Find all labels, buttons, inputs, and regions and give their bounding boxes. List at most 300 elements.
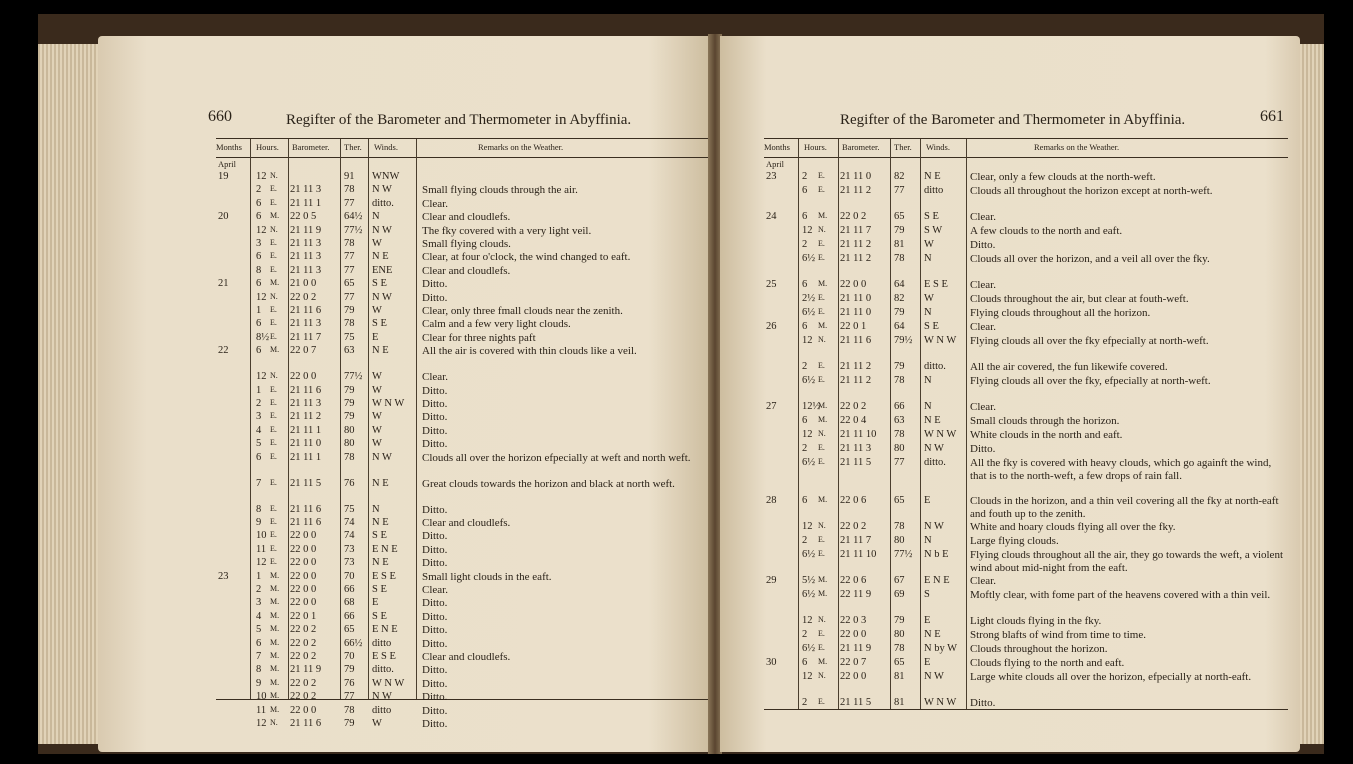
- barometer-cell: 21 11 3: [290, 238, 322, 249]
- table-row: [216, 385, 710, 398]
- wind-cell: N E: [372, 477, 389, 489]
- thermometer-cell: 80: [894, 629, 905, 640]
- thermometer-cell: 77: [344, 197, 355, 209]
- table-row: [216, 171, 710, 184]
- table-row: [764, 429, 1288, 443]
- meridian-cell: M.: [270, 597, 280, 607]
- barometer-cell: 21 11 3: [290, 398, 322, 409]
- thermometer-cell: 73: [344, 557, 355, 569]
- month-label: April: [766, 159, 784, 169]
- day-cell: 26: [766, 321, 777, 332]
- barometer-cell: 22 0 2: [290, 624, 317, 636]
- table-row: [764, 615, 1288, 629]
- remark-cell: Clouds throughout the horizon.: [970, 643, 1108, 655]
- meridian-cell: E.: [270, 197, 277, 207]
- remark-cell: The fky covered with a very light veil.: [422, 224, 592, 237]
- day-cell: 23: [766, 171, 777, 182]
- barometer-cell: 21 11 7: [840, 225, 872, 236]
- thermometer-cell: 65: [894, 495, 905, 506]
- meridian-cell: E.: [818, 443, 825, 452]
- barometer-cell: 22 0 0: [290, 557, 317, 569]
- hour-cell: 6: [802, 211, 808, 222]
- remark-cell: Ditto.: [422, 278, 448, 291]
- thermometer-cell: 78: [344, 238, 355, 249]
- wind-cell: W: [372, 718, 382, 729]
- meridian-cell: M.: [270, 570, 280, 580]
- remark-cell: Clear and cloudlefs.: [422, 211, 511, 224]
- day-cell: 29: [766, 575, 777, 586]
- hour-cell: 7: [256, 651, 262, 662]
- thermometer-cell: 77: [344, 264, 355, 276]
- barometer-cell: 21 11 2: [840, 185, 872, 196]
- wind-cell: E S E: [372, 570, 396, 582]
- hour-cell: 2: [256, 584, 262, 595]
- barometer-cell: 22 11 9: [840, 589, 872, 600]
- remark-cell: Ditto.: [970, 239, 996, 251]
- page-number: 660: [208, 108, 232, 125]
- wind-cell: N E: [372, 517, 389, 528]
- barometer-cell: 21 11 1: [290, 424, 322, 436]
- table-row: [216, 478, 710, 504]
- barometer-cell: 21 11 1: [290, 197, 322, 209]
- table-row: [216, 292, 710, 305]
- table-row: [764, 211, 1288, 225]
- barometer-cell: 22 0 0: [290, 584, 317, 595]
- remark-cell: Clear.: [422, 197, 448, 210]
- hour-cell: 6: [802, 495, 808, 506]
- day-cell: 22: [218, 345, 229, 357]
- hour-cell: 2: [256, 398, 262, 409]
- hour-cell: 6: [256, 251, 262, 263]
- table-row: [764, 657, 1288, 671]
- meridian-cell: N.: [818, 615, 826, 624]
- table-row: [764, 697, 1288, 711]
- thermometer-cell: 70: [344, 651, 355, 662]
- table-row: [216, 557, 710, 570]
- hour-cell: 6½: [802, 253, 816, 264]
- remark-cell: Ditto.: [422, 557, 448, 570]
- meridian-cell: N.: [270, 224, 278, 234]
- hour-cell: 2: [802, 535, 808, 546]
- meridian-cell: M.: [270, 664, 280, 674]
- table-row: [216, 318, 710, 331]
- hour-cell: 2: [802, 361, 808, 372]
- barometer-cell: 21 0 0: [290, 278, 317, 290]
- meridian-cell: N.: [270, 718, 278, 727]
- wind-cell: N: [372, 211, 380, 223]
- wind-cell: N: [924, 253, 932, 264]
- wind-cell: N: [924, 307, 932, 318]
- wind-cell: N E: [372, 251, 389, 263]
- barometer-cell: 22 0 1: [290, 610, 317, 622]
- hour-cell: 6: [256, 211, 262, 223]
- meridian-cell: N.: [270, 171, 278, 180]
- table-row: [764, 239, 1288, 253]
- thermometer-cell: 81: [894, 671, 905, 682]
- barometer-cell: 21 11 9: [840, 643, 872, 654]
- table-row: [216, 504, 710, 517]
- meridian-cell: N.: [270, 371, 278, 381]
- col-months: Months: [216, 142, 242, 152]
- month-label: April: [218, 159, 236, 169]
- wind-cell: N W: [372, 691, 392, 703]
- wind-cell: N: [372, 503, 380, 515]
- hour-cell: 6: [802, 657, 808, 668]
- wind-cell: N: [924, 401, 932, 412]
- remark-cell: Clear, at four o'clock, the wind changed to eaft.: [422, 251, 631, 264]
- wind-cell: N E: [924, 629, 941, 640]
- meridian-cell: E.: [270, 424, 277, 434]
- table-row: [216, 651, 710, 664]
- barometer-cell: 22 0 0: [290, 704, 317, 716]
- remark-cell: Large flying clouds.: [970, 535, 1059, 547]
- meridian-cell: M.: [270, 610, 280, 620]
- wind-cell: S W: [924, 225, 943, 236]
- wind-cell: W: [924, 293, 934, 304]
- hour-cell: 2: [802, 443, 808, 454]
- day-cell: 24: [766, 211, 777, 222]
- wind-cell: W: [372, 305, 382, 316]
- wind-cell: N W: [372, 184, 392, 196]
- thermometer-cell: 76: [344, 677, 355, 689]
- barometer-cell: 22 0 2: [290, 691, 317, 703]
- meridian-cell: M.: [818, 401, 828, 410]
- hour-cell: 1: [256, 384, 262, 396]
- thermometer-cell: 79: [344, 411, 355, 423]
- day-cell: 28: [766, 495, 777, 506]
- meridian-cell: N.: [818, 671, 826, 680]
- meridian-cell: E.: [270, 398, 277, 407]
- thermometer-cell: 65: [344, 624, 355, 636]
- thermometer-cell: 70: [344, 570, 355, 582]
- hour-cell: 6½: [802, 589, 816, 600]
- meridian-cell: M.: [270, 278, 280, 288]
- remark-cell: Moftly clear, with fome part of the heavens covered with a thin veil.: [970, 589, 1271, 601]
- remark-cell: Clear, only a few clouds at the north-weft.: [970, 171, 1156, 183]
- col-months: Months: [764, 142, 790, 152]
- table-row: [216, 571, 710, 584]
- meridian-cell: E.: [818, 239, 825, 248]
- thermometer-cell: 78: [344, 451, 355, 463]
- remark-cell: Clouds all over the horizon efpecially at weft and north weft.: [422, 451, 691, 464]
- barometer-cell: 21 11 6: [290, 305, 322, 316]
- barometer-cell: 22 0 2: [290, 637, 317, 649]
- remark-cell: Great clouds towards the horizon and black at north weft.: [422, 477, 675, 490]
- day-cell: 23: [218, 570, 229, 582]
- hour-cell: 2: [256, 184, 262, 196]
- hour-cell: 12½: [802, 401, 821, 412]
- day-cell: 25: [766, 279, 777, 290]
- wind-cell: N: [924, 535, 932, 546]
- meridian-cell: N.: [818, 521, 826, 530]
- wind-cell: S: [924, 589, 930, 600]
- thermometer-cell: 81: [894, 697, 905, 708]
- meridian-cell: M.: [270, 624, 280, 634]
- hour-cell: 11: [256, 704, 267, 716]
- hour-cell: 6½: [802, 457, 816, 468]
- barometer-cell: 22 0 2: [290, 291, 317, 303]
- hour-cell: 12: [256, 224, 267, 236]
- thermometer-cell: 78: [344, 704, 355, 716]
- wind-cell: ditto: [924, 185, 944, 196]
- page-edges-left: [38, 44, 100, 744]
- hour-cell: 4: [256, 424, 262, 436]
- hour-cell: 3: [256, 238, 262, 249]
- meridian-cell: E.: [818, 629, 825, 638]
- wind-cell: ditto.: [372, 664, 394, 676]
- col-winds: Winds.: [926, 142, 950, 152]
- col-hours: Hours.: [256, 142, 279, 152]
- meridian-cell: M.: [270, 677, 280, 687]
- meridian-cell: E.: [818, 253, 825, 262]
- wind-cell: ditto.: [924, 457, 946, 468]
- wind-cell: N W: [924, 671, 944, 682]
- remark-cell: White clouds in the north and eaft.: [970, 429, 1123, 441]
- wind-cell: W N W: [924, 429, 957, 440]
- table-row: [764, 185, 1288, 211]
- wind-cell: W N W: [924, 697, 957, 708]
- register-table: [764, 138, 1288, 710]
- thermometer-cell: 79: [344, 384, 355, 396]
- hour-cell: 6: [256, 345, 262, 357]
- table-row: [764, 671, 1288, 697]
- wind-cell: E: [372, 597, 379, 609]
- thermometer-cell: 78: [344, 184, 355, 196]
- thermometer-cell: 66: [344, 610, 355, 622]
- remark-cell: All the air is covered with thin clouds like a veil.: [422, 345, 637, 358]
- wind-cell: W: [372, 411, 382, 423]
- table-row: [764, 443, 1288, 457]
- table-row: [216, 238, 710, 251]
- wind-cell: N E: [372, 557, 389, 569]
- table-row: [216, 611, 710, 624]
- table-row: [216, 517, 710, 530]
- barometer-cell: 21 11 0: [840, 171, 872, 182]
- table-header: [216, 139, 710, 158]
- thermometer-cell: 65: [344, 278, 355, 290]
- thermometer-cell: 75: [344, 503, 355, 515]
- table-row: [764, 589, 1288, 615]
- remark-cell: Clear and cloudlefs.: [422, 651, 511, 663]
- barometer-cell: 21 11 10: [840, 429, 877, 440]
- wind-cell: N by W: [924, 643, 958, 654]
- table-row: [764, 335, 1288, 361]
- thermometer-cell: 78: [344, 318, 355, 330]
- meridian-cell: M.: [818, 575, 828, 584]
- wind-cell: N W: [372, 224, 392, 236]
- day-cell: 27: [766, 401, 777, 412]
- hour-cell: 2: [802, 239, 808, 250]
- meridian-cell: E.: [270, 557, 277, 567]
- barometer-cell: 22 0 6: [840, 575, 867, 586]
- wind-cell: E: [924, 615, 931, 626]
- table-row: [764, 495, 1288, 521]
- meridian-cell: E.: [270, 503, 277, 513]
- table-row: [216, 584, 710, 597]
- col-ther: Ther.: [894, 142, 912, 152]
- wind-cell: ditto: [372, 704, 392, 716]
- wind-cell: N W: [924, 443, 944, 454]
- book-spread: [38, 14, 1324, 754]
- wind-cell: N E: [924, 415, 941, 426]
- barometer-cell: 22 0 2: [840, 401, 867, 412]
- thermometer-cell: 64½: [344, 211, 363, 223]
- remark-cell: Ditto.: [422, 637, 448, 650]
- meridian-cell: M.: [270, 211, 280, 221]
- barometer-cell: 21 11 2: [290, 411, 322, 423]
- hour-cell: 6: [256, 278, 262, 290]
- remark-cell: Clouds all throughout the horizon except at north-weft.: [970, 185, 1213, 197]
- table-row: [764, 253, 1288, 279]
- meridian-cell: E.: [818, 375, 825, 384]
- barometer-cell: 22 0 0: [840, 279, 867, 290]
- thermometer-cell: 66: [344, 584, 355, 595]
- barometer-cell: 21 11 3: [290, 264, 322, 276]
- barometer-cell: 22 0 2: [290, 651, 317, 662]
- wind-cell: W N W: [372, 677, 405, 689]
- page-header: Regifter of the Barometer and Thermometer in Abyffinia.: [286, 112, 632, 128]
- hour-cell: 6: [256, 451, 262, 463]
- wind-cell: W: [372, 384, 382, 396]
- thermometer-cell: 77½: [344, 224, 363, 236]
- hour-cell: 12: [802, 429, 813, 440]
- remark-cell: Ditto.: [422, 438, 448, 451]
- thermometer-cell: 78: [894, 253, 905, 264]
- remark-cell: Clear.: [970, 401, 996, 413]
- thermometer-cell: 79: [894, 225, 905, 236]
- table-row: [216, 530, 710, 543]
- col-ther: Ther.: [344, 142, 362, 152]
- meridian-cell: E.: [818, 549, 825, 558]
- remark-cell: Clear and cloudlefs.: [422, 264, 511, 277]
- hour-cell: 1: [256, 570, 262, 582]
- thermometer-cell: 77: [344, 291, 355, 303]
- barometer-cell: 21 11 3: [840, 443, 872, 454]
- col-barometer: Barometer.: [842, 142, 880, 152]
- hour-cell: 12: [802, 521, 813, 532]
- table-header: [764, 139, 1288, 158]
- barometer-cell: 22 0 0: [840, 629, 867, 640]
- meridian-cell: M.: [270, 651, 280, 660]
- wind-cell: N: [924, 375, 932, 386]
- remark-cell: Flying clouds all over the fky efpecially at north-weft.: [970, 335, 1209, 347]
- barometer-cell: 21 11 6: [290, 517, 322, 528]
- table-row: [216, 425, 710, 438]
- thermometer-cell: 63: [894, 415, 905, 426]
- remark-cell: All the fky is covered with heavy clouds, which go againft the wind, that is to the north-weft, a few drops of rain fall.: [970, 457, 1272, 482]
- barometer-cell: 21 11 0: [840, 293, 872, 304]
- table-row: [216, 225, 710, 238]
- table-row: [216, 718, 710, 731]
- hour-cell: 7: [256, 477, 262, 489]
- table-row: [764, 415, 1288, 429]
- wind-cell: E N E: [372, 543, 398, 555]
- remark-cell: Flying clouds throughout all the air, they go towards the weft, a violent wind about mid-night from the eaft.: [970, 549, 1284, 574]
- meridian-cell: M.: [818, 657, 828, 666]
- meridian-cell: E.: [270, 530, 277, 540]
- meridian-cell: E.: [270, 411, 277, 421]
- remark-cell: Ditto.: [422, 677, 448, 690]
- wind-cell: WNW: [372, 171, 400, 182]
- day-cell: 21: [218, 278, 229, 290]
- wind-cell: E N E: [372, 624, 398, 636]
- remark-cell: Large white clouds all over the horizon, efpecially at north-eaft.: [970, 671, 1252, 683]
- meridian-cell: N.: [818, 429, 826, 438]
- remark-cell: Clear.: [422, 371, 448, 384]
- wind-cell: S E: [924, 211, 939, 222]
- thermometer-cell: 77½: [894, 549, 913, 560]
- table-row: [216, 251, 710, 264]
- wind-cell: S E: [372, 318, 387, 330]
- remark-cell: Clear and cloudlefs.: [422, 517, 511, 529]
- barometer-cell: 21 11 9: [290, 664, 322, 676]
- hour-cell: 12: [802, 671, 813, 682]
- thermometer-cell: 80: [344, 424, 355, 436]
- meridian-cell: E.: [818, 293, 825, 302]
- thermometer-cell: 77: [894, 457, 905, 468]
- thermometer-cell: 74: [344, 530, 355, 542]
- wind-cell: W: [372, 424, 382, 436]
- barometer-cell: 21 11 3: [290, 318, 322, 330]
- remark-cell: Clouds in the horizon, and a thin veil covering all the fky at north-eaft and fouth up to the zenith.: [970, 495, 1279, 520]
- barometer-cell: 22 0 0: [290, 543, 317, 555]
- meridian-cell: E.: [270, 517, 277, 526]
- meridian-cell: E.: [270, 384, 277, 394]
- meridian-cell: E.: [818, 643, 825, 652]
- thermometer-cell: 79: [894, 615, 905, 626]
- barometer-cell: 22 0 3: [840, 615, 867, 626]
- remark-cell: Small light clouds in the eaft.: [422, 570, 552, 583]
- remark-cell: All the air covered, the fun likewife covered.: [970, 361, 1168, 373]
- thermometer-cell: 80: [894, 443, 905, 454]
- remark-cell: Clear.: [970, 211, 996, 223]
- wind-cell: ditto.: [924, 361, 946, 372]
- hour-cell: 12: [256, 718, 267, 729]
- barometer-cell: 22 0 7: [840, 657, 867, 668]
- meridian-cell: N.: [818, 335, 826, 344]
- thermometer-cell: 64: [894, 279, 905, 290]
- hour-cell: 5: [256, 438, 262, 450]
- table-row: [216, 664, 710, 677]
- day-cell: 20: [218, 211, 229, 223]
- remark-cell: Ditto.: [422, 424, 448, 437]
- table-row: [216, 678, 710, 691]
- table-row: [764, 225, 1288, 239]
- remark-cell: Ditto.: [422, 384, 448, 397]
- table-row: [216, 638, 710, 651]
- meridian-cell: M.: [270, 691, 280, 701]
- meridian-cell: E.: [270, 251, 277, 261]
- table-row: [216, 371, 710, 384]
- barometer-cell: 22 0 0: [290, 530, 317, 542]
- barometer-cell: 21 11 9: [290, 224, 322, 236]
- thermometer-cell: 78: [894, 429, 905, 440]
- remark-cell: Light clouds flying in the fky.: [970, 615, 1102, 627]
- wind-cell: W: [372, 438, 382, 450]
- table-row: [216, 597, 710, 610]
- wind-cell: S E: [372, 530, 387, 542]
- table-row: [216, 691, 710, 704]
- remark-cell: Ditto.: [422, 610, 448, 623]
- hour-cell: 6: [802, 415, 808, 426]
- table-row: [764, 575, 1288, 589]
- table-row: [764, 279, 1288, 293]
- barometer-cell: 21 11 5: [840, 457, 872, 468]
- thermometer-cell: 63: [344, 345, 355, 357]
- hour-cell: 3: [256, 411, 262, 423]
- hour-cell: 12: [256, 557, 267, 569]
- hour-cell: 2½: [802, 293, 816, 304]
